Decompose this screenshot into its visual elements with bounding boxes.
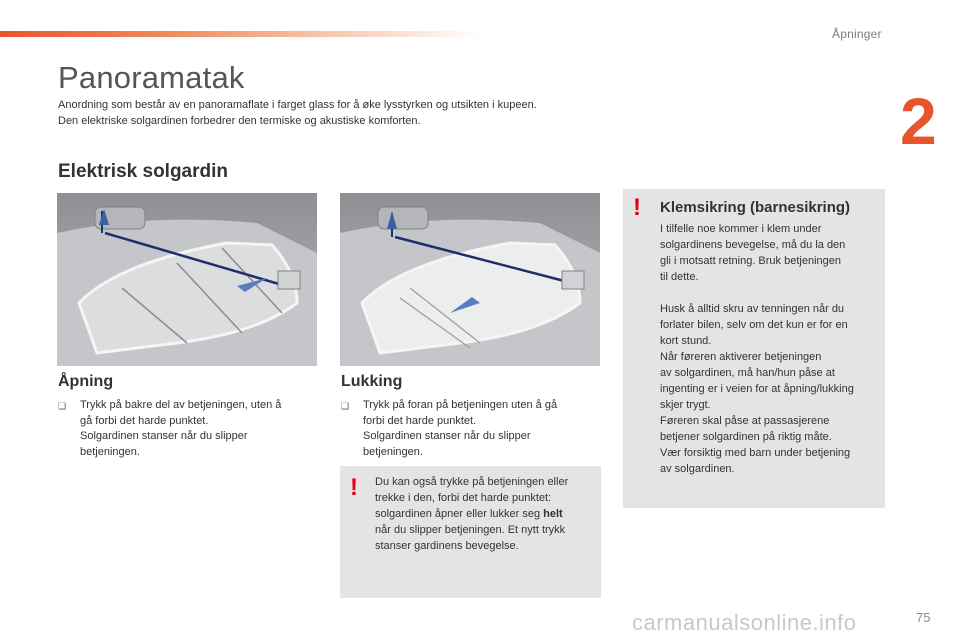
anti-pinch-line: skjer trygt.	[660, 399, 711, 411]
anti-pinch-line: Når føreren aktiverer betjeningen	[660, 351, 822, 363]
note-line	[375, 506, 597, 522]
closing-heading: Lukking	[341, 373, 403, 390]
anti-pinch-text	[660, 221, 882, 477]
anti-pinch-line: betjener solgardinen på riktig måte.	[660, 431, 832, 443]
anti-pinch-title: Klemsikring (barnesikring)	[660, 199, 851, 216]
anti-pinch-line: av solgardinen, må han/hun påse at	[660, 367, 835, 379]
anti-pinch-line: av solgardinen.	[660, 463, 735, 475]
paragraph-gap	[660, 285, 882, 301]
note-emphasis: helt	[543, 508, 563, 520]
header-accent-bar	[0, 31, 480, 37]
chapter-number: 2	[900, 84, 937, 158]
instruction-line: betjeningen.	[80, 445, 140, 458]
opening-instructions	[58, 398, 298, 460]
note-line-text: solgardinen åpner eller lukker seg	[375, 508, 544, 520]
note-box	[340, 466, 601, 598]
anti-pinch-line: kort stund.	[660, 335, 712, 347]
anti-pinch-line: forlater bilen, selv om det kun er for en	[660, 319, 848, 331]
closing-illustration	[340, 193, 600, 366]
opening-illustration	[57, 193, 317, 366]
instruction-line: Trykk på bakre del av betjeningen, uten å	[80, 399, 282, 411]
anti-pinch-line: Husk å alltid skru av tenningen når du	[660, 303, 845, 315]
page-title: Panoramatak	[58, 60, 245, 95]
note-line: trekke i den, forbi det harde punktet:	[375, 492, 552, 504]
note-line: når du slipper betjeningen. Et nytt trykk	[375, 524, 566, 536]
anti-pinch-box	[623, 189, 885, 508]
warning-exclamation-icon: !	[350, 474, 358, 501]
instruction-line: Trykk på foran på betjeningen uten å gå	[363, 399, 558, 411]
instruction-line: betjeningen.	[363, 445, 423, 458]
note-text	[375, 474, 597, 554]
opening-heading: Åpning	[58, 373, 114, 390]
anti-pinch-line: gli i motsatt retning. Bruk betjeningen	[660, 255, 841, 267]
instruction-line: Solgardinen stanser når du slipper	[363, 430, 531, 442]
anti-pinch-line: I tilfelle noe kommer i klem under	[660, 223, 822, 235]
intro-line: Anordning som består av en panoramaflate i farget glass for å øke lysstyrken og utsikten i kupeen.	[58, 99, 537, 111]
anti-pinch-line: Føreren skal påse at passasjerene	[660, 415, 830, 427]
section-subtitle: Elektrisk solgardin	[58, 161, 229, 182]
intro-paragraph	[58, 98, 618, 129]
instruction-line: Solgardinen stanser når du slipper	[80, 430, 248, 442]
anti-pinch-line: Vær forsiktig med barn under betjening	[660, 447, 851, 459]
section-label: Åpninger	[832, 27, 882, 41]
anti-pinch-line: ingenting er i veien for at åpning/lukking	[660, 383, 854, 395]
anti-pinch-line: til dette.	[660, 271, 699, 283]
note-line: stanser gardinens bevegelse.	[375, 540, 519, 552]
watermark: carmanualsonline.info	[632, 610, 857, 635]
note-line: Du kan også trykke på betjeningen eller	[375, 476, 569, 488]
instruction-line: gå forbi det harde punktet.	[80, 414, 209, 427]
intro-line: Den elektriske solgardinen forbedrer den termiske og akustiske komforten.	[58, 114, 421, 127]
warning-exclamation-icon: !	[633, 194, 641, 221]
checkbox-bullet-icon: ❑	[341, 401, 350, 411]
checkbox-bullet-icon: ❑	[58, 401, 67, 411]
anti-pinch-line: solgardinens bevegelse, må du la den	[660, 239, 846, 251]
instruction-line: forbi det harde punktet.	[363, 414, 477, 427]
page-number: 75	[916, 610, 931, 625]
closing-instructions	[341, 398, 581, 460]
